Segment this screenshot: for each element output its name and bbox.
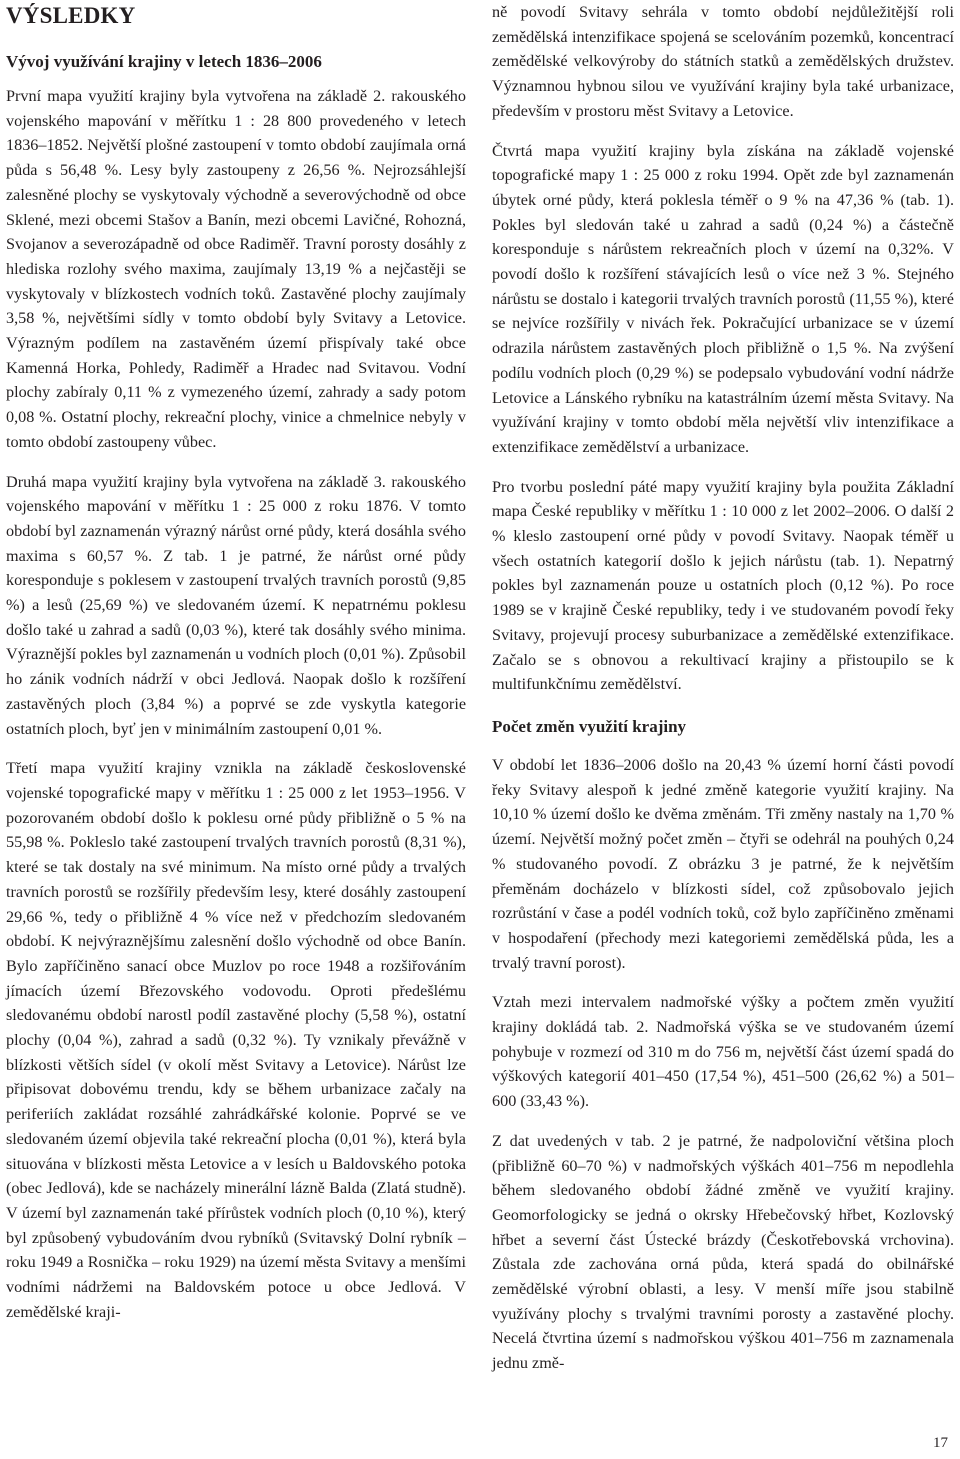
- subsection-title-change-count: Počet změn využití krajiny: [492, 716, 687, 736]
- paragraph-altitude-data: Z dat uvedených v tab. 2 je patrné, že nadpoloviční většina ploch (přibližně 60–70 %) v nadmořských výškách 401–756 m nepodlehla během sledovaného období žádné změně ve využití krajiny. Geomorfologicky se jedná o okrsky Hřebečovský hřbet, Kozlovský hřbet a severní část Ústecké brázdy (Českotřebovská vrchovina). Zůstala zde zachována orná půda, která spadá do obilnářské zemědělské výrobní oblasti, a lesy. V menší míře jsou stabilně využívány plochy s trvalými travními porosty a zastavěné plochy. Necelá čtvrtina území s nadmořskou výškou 401–756 m zaznamenala jednu změ-: [492, 1131, 954, 1373]
- right-column: [492, 0, 954, 1391]
- paragraph-third-map: Třetí mapa využití krajiny vznikla na základě československé vojenské topografické mapy v měřítku 1 : 25 000 z let 1953–1956. V pozorovaném období došlo k poklesu orné půdy přibližně o 5 % na 55,98 %. Pokleslo také zastoupení trvalých travních porostů (8,31 %), které se tak dostaly na své minimum. Na místo orné půdy a trvalých travních porostů se rozšířily především lesy, které dosáhly zastoupení 29,66 %, tedy o přibližně 4 % více než v předchozím sledovaném období. K nejvýraznějšímu zalesnění došlo východně od obce Banín. Bylo zapříčiněno sanací obce Muzlov po roce 1948 a rozšiřováním jímacích území Březovského vodovodu. Oproti předešlému sledovanému období narostl podíl zastavěné plochy (5,58 %), ostatní plochy (0,04 %), zahrad a sadů (0,32 %). Ty vznikaly převážně v blízkosti větších sídel (v okolí měst Svitavy a Letovice). Nárůst lze připisovat dobovému trendu, kdy se během urbanizace začaly na periferiích zakládat rozsáhlé zahrádkářské kolonie. Poprvé se ve sledovaném území objevila také rekreační plocha (0,01 %), která byla situována v blízkosti města Letovice a v lesích u Baldovského potoka (obec Jedlová), kde se nacházely minerální lázně Balda (Zlatá studně). V území byl zaznamenán také přírůstek vodních ploch (0,10 %), který byl způsobený vybudováním dvou rybníků (Svitavský Dolní rybník – roku 1949 a Rosnička – roku 1929) na území města Svitavy a menšími vodními nádržemi na Baldovském potoce u obce Jedlová. V zemědělské kraji-: [6, 759, 466, 1321]
- left-column: [6, 0, 466, 1339]
- paragraph-altitude-relation: Vztah mezi intervalem nadmořské výšky a počtem změn využití krajiny dokládá tab. 2. Nadmořská výška se ve studovaném území pohybuje v rozmezí od 310 m do 756 m, největší část území spadá do výškových kategorií 401–450 (17,54 %), 451–500 (26,62 %) a 501–600 (33,43 %).: [492, 993, 954, 1111]
- section-title: VÝSLEDKY: [6, 3, 136, 28]
- page-number: 17: [933, 1435, 948, 1451]
- paragraph-third-map-continued: ně povodí Svitavy sehrála v tomto období nejdůležitější roli zemědělská intenzifikace spojená se scelováním pozemků, koncentrací zemědělské velkovýroby do státních statků a zemědělských družstev. Významnou hybnou silou ve využívání krajiny byla také urbanizace, především v prostoru měst Svitavy a Letovice.: [492, 3, 954, 120]
- paragraph-fourth-map: Čtvrtá mapa využití krajiny byla získána na základě vojenské topografické mapy 1 : 25 000 z roku 1994. Opět zde byl zaznamenán úbytek orné půdy, která poklesla téměř o 9 % na 47,36 % (tab. 1). Pokles byl sledován také u zahrad a sadů (0,24 %) a částečně koresponduje s nárůstem rekreačních ploch v území na 0,32%. V povodí došlo k rozšíření stávajících lesů o více než 3 %. Stejného nárůstu se dostalo i kategorii trvalých travních porostů (11,55 %), které se nejvíce rozšířily v nivách řek. Pokračující urbanizace se v území odrazila nárůstem zastavěných ploch přibližně o 1,5 %. Na zvýšení podílu vodních ploch (0,29 %) se podepsalo vybudování vodní nádrže Letovice a Lánského rybníku na katastrálním území města Svitavy. Na využívání krajiny v tomto období měla největší vliv intenzifikace a extenzifikace zemědělství a urbanizace.: [492, 141, 954, 456]
- subsection-title-land-use: Vývoj využívání krajiny v letech 1836–2006: [6, 52, 322, 71]
- paragraph-second-map: Druhá mapa využití krajiny byla vytvořena na základě 3. rakouského vojenského mapování v měřítku 1 : 25 000 z roku 1876. V tomto období byl zaznamenán výrazný nárůst orné půdy, která dosáhla svého maxima s 60,57 %. Z tab. 1 je patrné, že nárůst orné půdy koresponduje s poklesem v zastoupení trvalých travních porostů (9,85 %) a lesů (25,69 %) ve sledovaném území. K nepatrnému poklesu došlo také u zahrad a sadů (0,03 %), které tak dosáhly svého minima. Výraznější pokles byl zaznamenán u vodních ploch (0,01 %). Způsobil ho zánik vodních nádrží v obci Jedlová. Naopak došlo k rozšíření zastavěných ploch (3,84 %) a poprvé se zde vyskytla kategorie ostatních ploch, byť jen v minimálním zastoupení 0,01 %.: [6, 472, 466, 738]
- paragraph-fifth-map: Pro tvorbu poslední páté mapy využití krajiny byla použita Základní mapa České republiky v měřítku 1 : 10 000 z let 2002–2006. O další 2 % kleslo zastoupení orné půdy v povodí Svitavy. Naopak téměř u všech ostatních kategorií došlo k jejich nárůstu (tab. 1). Nepatrný pokles byl zaznamenán pouze u ostatních ploch (0,12 %). Po roce 1989 se v krajině České republiky, tedy i ve studovaném povodí řeky Svitavy, projevují procesy suburbanizace a zemědělské extenzifikace. Začalo se s obnovou a rekultivací krajiny a přistoupilo se k multifunkčnímu zemědělství.: [492, 477, 954, 694]
- paragraph-first-map: První mapa využití krajiny byla vytvořena na základě 2. rakouského vojenského mapování v měřítku 1 : 28 800 provedeného v letech 1836–1852. Největší plošné zastoupení v tomto období zaujímala orná půda s 56,48 %. Lesy byly zastoupeny z 26,56 %. Nejrozsáhlejší zalesněné plochy se vyskytovaly východně a severovýchodně od obce Sklené, mezi obcemi Stašov a Banín, mezi obcemi Lavičné, Rohozná, Svojanov a severozápadně od obce Radiměř. Travní porosty dosáhly z hlediska rozlohy svého maxima, zaujímaly 13,19 % a nejčastěji se vyskytovaly v blízkostech vodních toků. Zastavěné plochy zaujímaly 3,58 %, největšími sídly v tomto období byly Svitavy a Letovice. Výrazným podílem na zastavěném území přispívaly také obce Kamenná Horka, Pohledy, Radiměř a Hradec nad Svitavou. Vodní plochy zabíraly 0,11 % z vymezeného území, zahrady a sady potom 0,08 %. Ostatní plochy, rekreační plochy, vinice a chmelnice nebyly v tomto období zastoupeny vůbec.: [6, 87, 466, 451]
- paragraph-change-count: V období let 1836–2006 došlo na 20,43 % území horní části povodí řeky Svitavy alespoň k jedné změně kategorie využití krajiny. Na 10,10 % území došlo ke dvěma změnám. Tři změny nastaly na 1,70 % území. Největší možný počet změn – čtyři se odehrál na pouhých 0,24 % studovaného povodí. Z obrázku 3 je patrné, že k největším přeměnám docházelo v blízkosti sídel, což způsobovalo jejich rozrůstání v čase a podél vodních toků, což bylo zapříčiněno změnami v hospodaření (přechody mezi kategoriemi zemědělská půda, les a trvalý travní porost).: [492, 755, 954, 972]
